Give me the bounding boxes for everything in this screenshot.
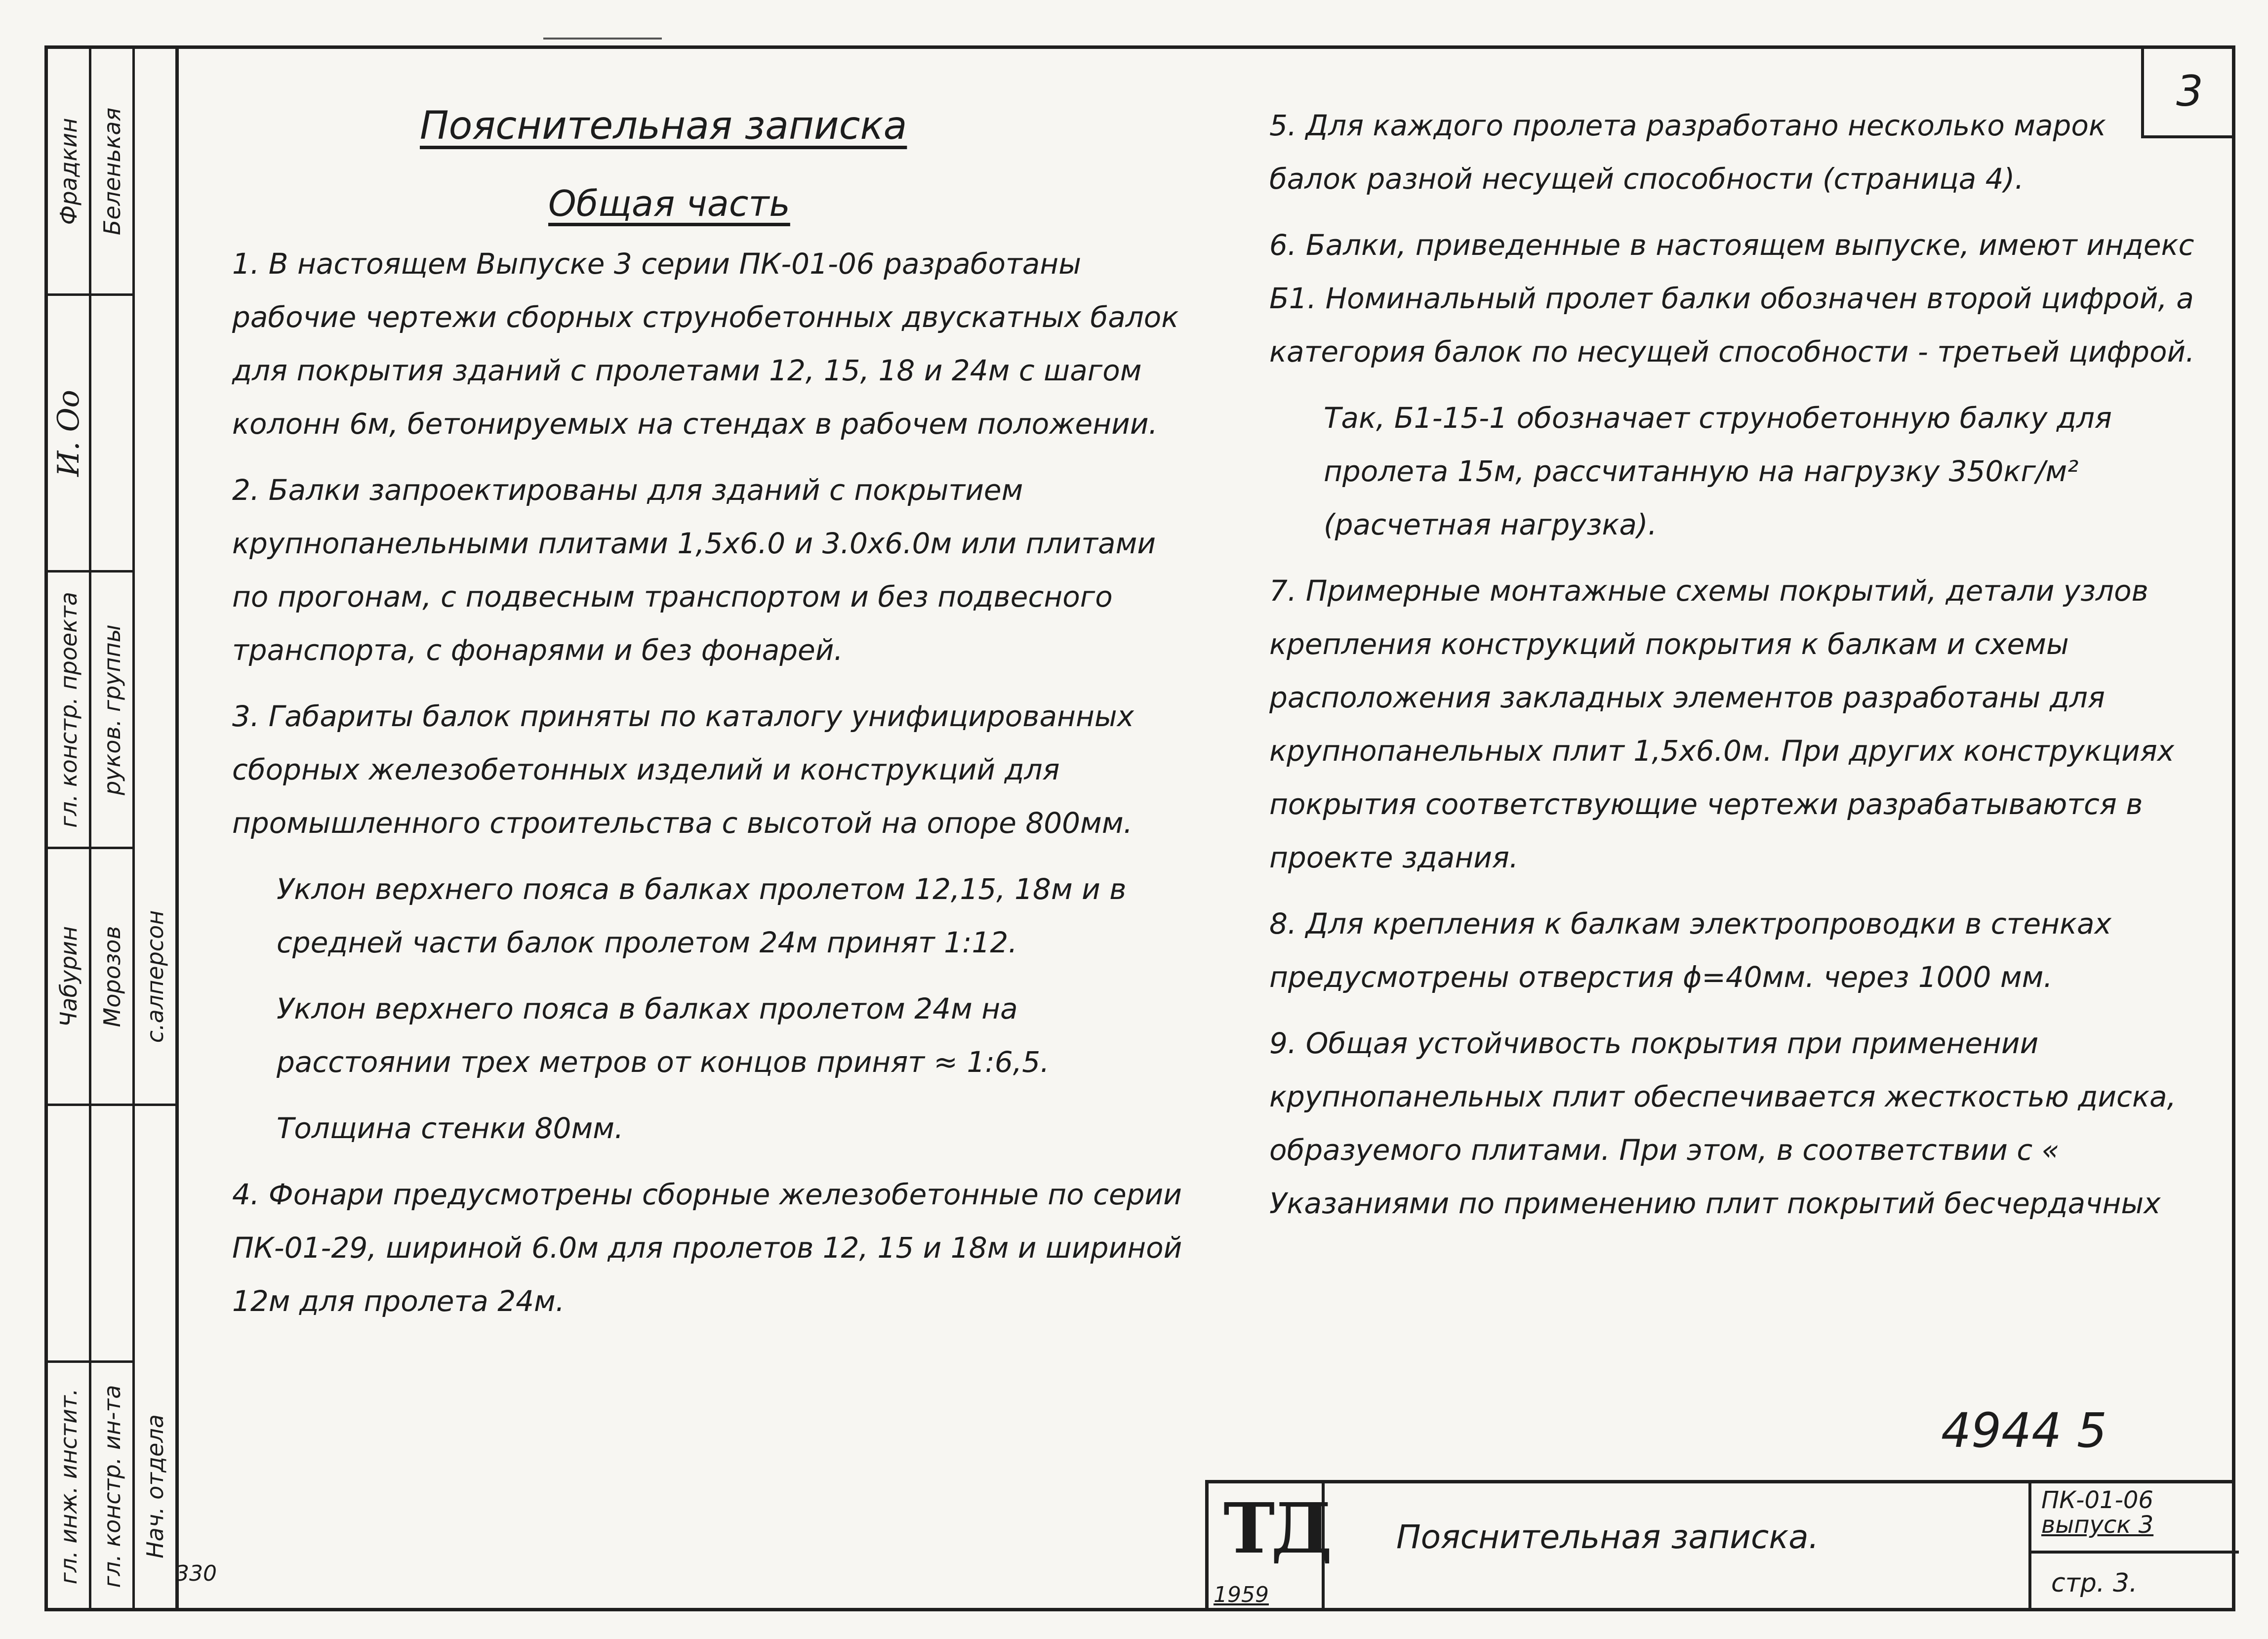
page-number: 3 bbox=[2176, 66, 2203, 116]
title-block bbox=[1205, 1480, 2235, 1611]
strip-column-2 bbox=[91, 49, 135, 1608]
paragraph-6: 6. Балки, приведенные в настоящем выпуске, имеют индекс Б1. Номинальный пролет балки обозначен второй цифрой, а категория балок по несущей способности - третьей цифрой. bbox=[1269, 228, 2195, 369]
paragraph-9: 9. Общая устойчивость покрытия при применении крупнопанельных плит обеспечивается жесткостью диска, образуемого плитами. При этом, в соответствии с « Указаниями по применению плит покрытий бесчердачных bbox=[1269, 1026, 2176, 1220]
logo-cell bbox=[1209, 1483, 1329, 1611]
paragraph-3-slope-24: Уклон верхнего пояса в балках пролетом 24м на расстоянии трех метров от концов принят ≈ 1:6,5. bbox=[277, 992, 1050, 1079]
strip-cell bbox=[48, 296, 89, 573]
strip-text: с.алперсон bbox=[142, 910, 168, 1043]
approval-strip bbox=[48, 49, 179, 1608]
strip-text: руков. группы bbox=[98, 624, 125, 795]
sheet-name: Пояснительная записка. bbox=[1396, 1518, 1819, 1556]
corner-number: 330 bbox=[175, 1561, 217, 1586]
strip-cell bbox=[91, 849, 132, 1106]
strip-column-1 bbox=[48, 49, 91, 1608]
section-title: Общая часть bbox=[548, 183, 790, 224]
strip-text: гл. констр. ин-та bbox=[98, 1385, 125, 1588]
code-cell bbox=[2028, 1483, 2239, 1611]
paragraph-7: 7. Примерные монтажные схемы покрытий, детали узлов крепления конструкций покрытия к балкам и схемы расположения закладных элементов разработаны для крупнопанельных плит 1,5х6.0м. При других конструкциях покрытия соответствующие чертежи разрабатываются в проекте здания. bbox=[1269, 574, 2175, 874]
strip-cell bbox=[91, 1363, 132, 1610]
strip-cell bbox=[48, 1106, 89, 1363]
strip-cell bbox=[48, 1363, 89, 1610]
strip-text: Морозов bbox=[98, 926, 125, 1027]
strip-text: гл. констр. проекта bbox=[55, 591, 82, 828]
strip-cell bbox=[135, 849, 175, 1106]
strip-cell bbox=[91, 573, 132, 849]
strip-text: Фрадкин bbox=[55, 118, 82, 225]
issue-number: выпуск 3 bbox=[2041, 1511, 2154, 1539]
strip-cell bbox=[48, 49, 89, 296]
strip-cell bbox=[91, 1106, 132, 1363]
right-text-column bbox=[1269, 99, 2208, 1243]
strip-cell bbox=[91, 296, 132, 573]
paragraph-3-wall: Толщина стенки 80мм. bbox=[277, 1111, 624, 1145]
year: 1959 bbox=[1214, 1582, 1269, 1607]
sheet-page: стр. 3. bbox=[2031, 1551, 2239, 1615]
strip-column-3 bbox=[135, 49, 175, 1608]
paragraph-2: 2. Балки запроектированы для зданий с покрытием крупнопанельными плитами 1,5х6.0 и 3.0х6.0м или плитами по прогонам, с подвесным транспортом и без подвесного транспорта, с фонарями и без фонарей. bbox=[232, 473, 1156, 667]
paragraph-4: 4. Фонари предусмотрены сборные железобетонные по серии ПК-01-29, шириной 6.0м для пролетов 12, 15 и 18м и шириной 12м для пролета 24м. bbox=[232, 1178, 1182, 1318]
registration-number: 4944 5 bbox=[1941, 1403, 2107, 1458]
paragraph-3: 3. Габариты балок приняты по каталогу унифицированных сборных железобетонных изделий и конструкций для промышленного строительства с высотой на опоре 800мм. bbox=[232, 699, 1134, 840]
signature: И. Оо bbox=[51, 389, 86, 477]
strip-text: Чабурин bbox=[55, 926, 82, 1027]
strip-cell bbox=[135, 1363, 175, 1610]
strip-cell bbox=[48, 849, 89, 1106]
paragraph-1: 1. В настоящем Выпуске 3 серии ПК-01-06 разработаны рабочие чертежи сборных струнобетонных двускатных балок для покрытия зданий с пролетами 12, 15, 18 и 24м с шагом колонн 6м, бетонируемых на стендах в рабочем положении. bbox=[232, 247, 1179, 441]
paragraph-8: 8. Для крепления к балкам электропроводки в стенках предусмотрены отверстия ϕ=40мм. через 1000 мм. bbox=[1269, 907, 2111, 994]
document-title: Пояснительная записка bbox=[420, 104, 907, 148]
paragraph-5: 5. Для каждого пролета разработано несколько марок балок разной несущей способности (страница 4). bbox=[1269, 109, 2106, 196]
paragraph-6-example: Так, Б1-15-1 обозначает струнобетонную балку для пролета 15м, рассчитанную на нагрузку 350кг/м² (расчетная нагрузка). bbox=[1324, 401, 2112, 541]
strip-text: гл. инж. инстит. bbox=[55, 1388, 82, 1585]
series-code: ПК-01-06 bbox=[2041, 1486, 2153, 1514]
strip-cell bbox=[91, 49, 132, 296]
paragraph-3-slope: Уклон верхнего пояса в балках пролетом 12,15, 18м и в средней части балок пролетом 24м принят 1:12. bbox=[277, 872, 1127, 959]
strip-text: Нач. отдела bbox=[142, 1414, 168, 1558]
left-text-column bbox=[232, 237, 1200, 1341]
strip-text: Беленькая bbox=[98, 107, 125, 235]
organization-logo: ТД bbox=[1223, 1488, 1329, 1569]
strip-cell bbox=[48, 573, 89, 849]
top-edge-mark bbox=[543, 38, 662, 40]
